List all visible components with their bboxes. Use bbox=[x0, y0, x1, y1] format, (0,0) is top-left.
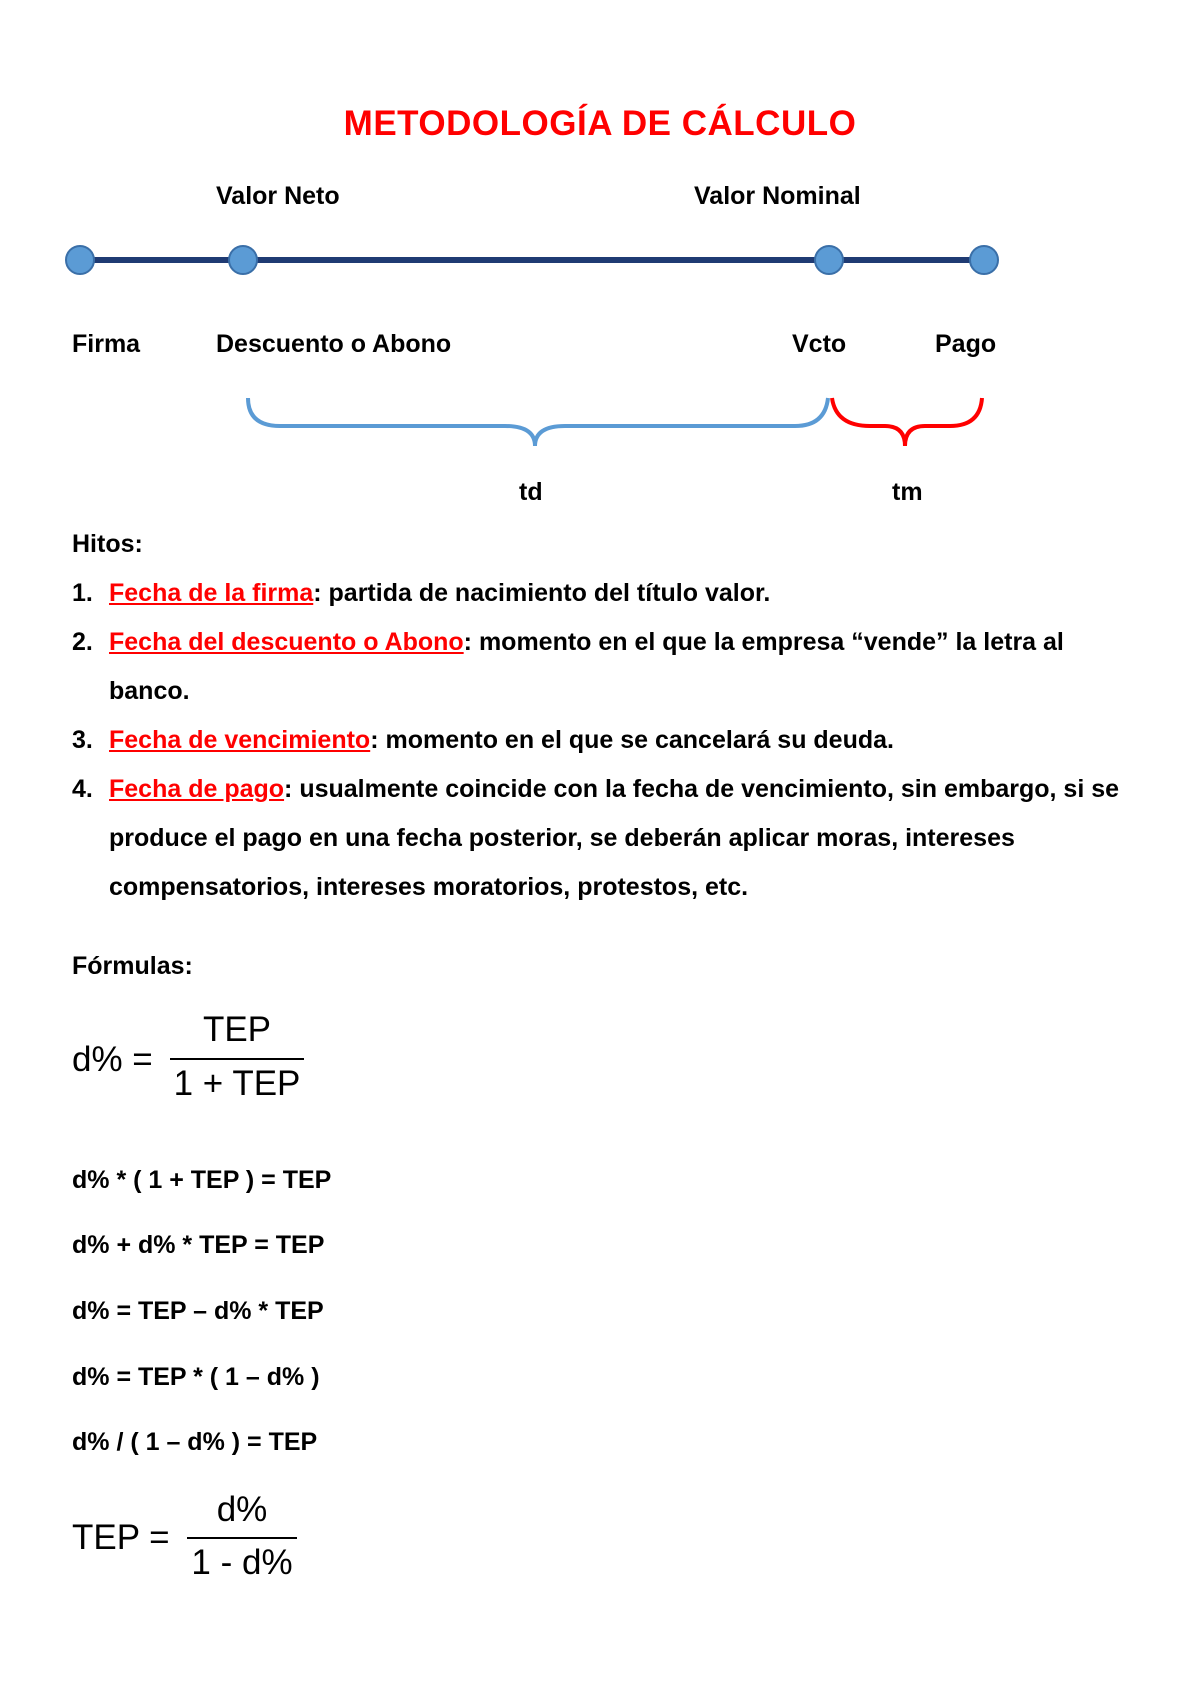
hito-text: : partida de nacimiento del título valor. bbox=[313, 579, 771, 607]
hito-item bbox=[72, 618, 1122, 716]
hito-number: 4. bbox=[72, 775, 93, 803]
formula1-denominator: 1 + TEP bbox=[173, 1064, 301, 1103]
hito-item bbox=[72, 569, 1122, 618]
hito-term: Fecha del descuento o Abono bbox=[109, 628, 464, 656]
timeline-diagram bbox=[0, 0, 1200, 520]
hitos-heading: Hitos: bbox=[72, 530, 143, 558]
hito-item bbox=[72, 716, 1122, 765]
hito-item bbox=[72, 765, 1122, 912]
label-tm: tm bbox=[892, 478, 923, 506]
label-valor-neto: Valor Neto bbox=[216, 182, 340, 210]
hito-term: Fecha de vencimiento bbox=[109, 726, 371, 754]
formula2-lhs: TEP = bbox=[72, 1518, 170, 1557]
page-title: METODOLOGÍA DE CÁLCULO bbox=[343, 104, 857, 143]
label-valor-nominal: Valor Nominal bbox=[694, 182, 861, 210]
formula1-lhs: d% = bbox=[72, 1040, 153, 1079]
formula2-denominator: 1 - d% bbox=[191, 1543, 293, 1582]
label-firma: Firma bbox=[72, 330, 141, 358]
hito-text: : momento en el que la empresa “vende” la letra al banco. bbox=[109, 628, 1064, 705]
label-vcto: Vcto bbox=[792, 330, 847, 358]
hito-term: Fecha de pago bbox=[109, 775, 285, 803]
formula2-numerator: d% bbox=[216, 1490, 268, 1529]
label-descuento: Descuento o Abono bbox=[216, 330, 452, 358]
formulas-heading: Fórmulas: bbox=[72, 952, 193, 980]
formula-step: d% / ( 1 – d% ) = TEP bbox=[72, 1428, 318, 1456]
hito-number: 2. bbox=[72, 628, 93, 656]
hito-term: Fecha de la firma bbox=[109, 579, 314, 607]
hito-number: 3. bbox=[72, 726, 93, 754]
formula1-fraction-bar bbox=[170, 1058, 304, 1060]
formula1-numerator: TEP bbox=[202, 1010, 272, 1049]
formula-step: d% + d% * TEP = TEP bbox=[72, 1231, 325, 1259]
label-td: td bbox=[519, 478, 543, 506]
brace-tm bbox=[832, 398, 982, 446]
node-pago bbox=[970, 246, 998, 274]
formula-step: d% = TEP – d% * TEP bbox=[72, 1297, 324, 1325]
hito-text: : momento en el que se cancelará su deuda. bbox=[370, 726, 894, 754]
brace-td bbox=[248, 398, 828, 446]
formula2-fraction-bar bbox=[187, 1537, 297, 1539]
node-firma bbox=[66, 246, 94, 274]
hito-text: : usualmente coincide con la fecha de vencimiento, sin embargo, si se produce el pago en una fecha posterior, se deberán aplicar moras, intereses compensatorios, intereses moratorios, protestos, etc. bbox=[109, 775, 1120, 901]
formula-step: d% * ( 1 + TEP ) = TEP bbox=[72, 1166, 332, 1194]
node-descuento bbox=[229, 246, 257, 274]
label-pago: Pago bbox=[935, 330, 997, 358]
hitos-section bbox=[72, 520, 1122, 912]
node-vcto bbox=[815, 246, 843, 274]
hito-number: 1. bbox=[72, 579, 93, 607]
formula-step: d% = TEP * ( 1 – d% ) bbox=[72, 1363, 320, 1391]
